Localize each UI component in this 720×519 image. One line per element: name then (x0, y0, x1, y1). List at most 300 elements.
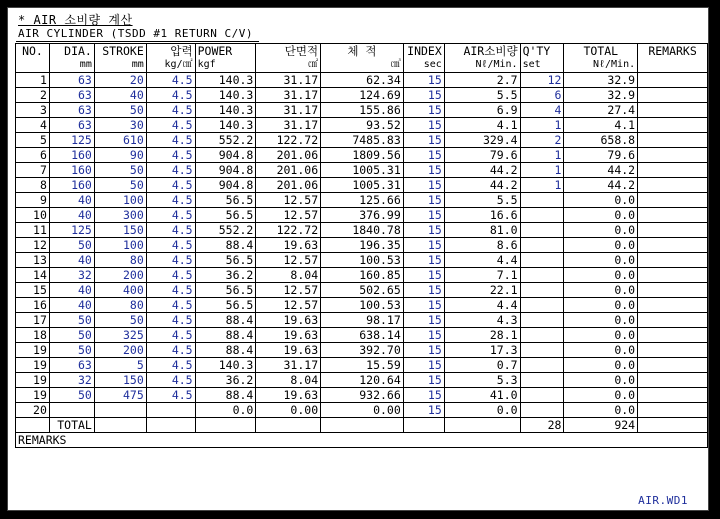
cell-no: 17 (16, 313, 50, 328)
cell-area: 12.57 (256, 283, 321, 298)
cell-no: 12 (16, 238, 50, 253)
cell-air: 41.0 (444, 388, 520, 403)
cell-remarks (638, 178, 708, 193)
cell-power: 88.4 (195, 388, 256, 403)
cell-index: 15 (403, 403, 444, 418)
unit-dia: mm (49, 58, 94, 73)
cell-power: 56.5 (195, 298, 256, 313)
cell-qty: 6 (520, 88, 564, 103)
table-row (16, 343, 708, 358)
cell-no: 16 (16, 298, 50, 313)
cell-index: 15 (403, 253, 444, 268)
cell-qty: 1 (520, 118, 564, 133)
cell-remarks (638, 88, 708, 103)
total-empty-cell (195, 418, 256, 433)
cell-stroke: 80 (94, 298, 146, 313)
cell-volume: 98.17 (321, 313, 404, 328)
cell-power: 552.2 (195, 223, 256, 238)
cell-area: 19.63 (256, 328, 321, 343)
cell-pressure: 4.5 (146, 178, 195, 193)
cell-stroke: 50 (94, 103, 146, 118)
cell-air: 4.1 (444, 118, 520, 133)
cell-power: 56.5 (195, 193, 256, 208)
cell-air: 5.5 (444, 193, 520, 208)
table-row (16, 328, 708, 343)
cell-index: 15 (403, 373, 444, 388)
cell-index: 15 (403, 163, 444, 178)
cell-remarks (638, 388, 708, 403)
cell-remarks (638, 358, 708, 373)
cell-pressure: 4.5 (146, 373, 195, 388)
cell-remarks (638, 268, 708, 283)
cell-pressure: 4.5 (146, 358, 195, 373)
cell-air: 8.6 (444, 238, 520, 253)
cell-no: 2 (16, 88, 50, 103)
cell-volume: 100.53 (321, 298, 404, 313)
cell-pressure: 4.5 (146, 253, 195, 268)
cell-no: 5 (16, 133, 50, 148)
cell-index: 15 (403, 298, 444, 313)
cell-power: 552.2 (195, 133, 256, 148)
cell-pressure: 4.5 (146, 148, 195, 163)
cell-pressure: 4.5 (146, 193, 195, 208)
cell-dia: 160 (49, 163, 94, 178)
cell-total: 32.9 (564, 88, 638, 103)
cell-pressure: 4.5 (146, 343, 195, 358)
unit-index: sec (403, 58, 444, 73)
remarks-row (16, 433, 708, 448)
subtitle-underline (16, 41, 259, 42)
cell-dia: 50 (49, 313, 94, 328)
cell-volume: 392.70 (321, 343, 404, 358)
cell-area: 201.06 (256, 178, 321, 193)
cell-stroke: 40 (94, 88, 146, 103)
cell-no: 8 (16, 178, 50, 193)
total-remarks (638, 418, 708, 433)
cell-dia: 40 (49, 253, 94, 268)
unit-remarks (638, 58, 708, 73)
cell-index: 15 (403, 223, 444, 238)
cell-index: 15 (403, 283, 444, 298)
cell-stroke: 100 (94, 193, 146, 208)
cell-index: 15 (403, 118, 444, 133)
cell-total: 0.0 (564, 328, 638, 343)
cell-total: 0.0 (564, 283, 638, 298)
cell-area: 31.17 (256, 73, 321, 88)
cell-index: 15 (403, 358, 444, 373)
sheet-title: * AIR 소비량 계산 (18, 13, 133, 27)
cell-total: 32.9 (564, 73, 638, 88)
cell-air: 7.1 (444, 268, 520, 283)
header-volume: 체 적 (321, 44, 404, 59)
cell-dia: 50 (49, 343, 94, 358)
cell-volume: 1005.31 (321, 178, 404, 193)
cell-air: 44.2 (444, 163, 520, 178)
total-row (16, 418, 708, 433)
cell-no: 14 (16, 268, 50, 283)
table-row (16, 208, 708, 223)
total-empty-cell (256, 418, 321, 433)
cell-air: 0.0 (444, 403, 520, 418)
cell-no: 19 (16, 388, 50, 403)
cell-qty (520, 403, 564, 418)
table-row (16, 148, 708, 163)
cell-pressure: 4.5 (146, 133, 195, 148)
cell-air: 5.5 (444, 88, 520, 103)
cell-area: 8.04 (256, 268, 321, 283)
cell-power: 36.2 (195, 268, 256, 283)
table-row (16, 163, 708, 178)
cell-qty (520, 253, 564, 268)
cell-no: 20 (16, 403, 50, 418)
cell-dia: 63 (49, 118, 94, 133)
cell-pressure: 4.5 (146, 208, 195, 223)
cell-air: 5.3 (444, 373, 520, 388)
cell-volume: 160.85 (321, 268, 404, 283)
cell-stroke: 300 (94, 208, 146, 223)
cell-air: 2.7 (444, 73, 520, 88)
cell-no: 15 (16, 283, 50, 298)
cell-area: 31.17 (256, 118, 321, 133)
cell-air: 44.2 (444, 178, 520, 193)
remarks-label: REMARKS (16, 433, 708, 448)
cell-volume: 124.69 (321, 88, 404, 103)
total-empty-cell (94, 418, 146, 433)
cell-stroke: 100 (94, 238, 146, 253)
cell-pressure: 4.5 (146, 298, 195, 313)
cell-index: 15 (403, 103, 444, 118)
cell-volume: 15.59 (321, 358, 404, 373)
cell-total: 44.2 (564, 163, 638, 178)
cell-total: 0.0 (564, 343, 638, 358)
cell-total: 0.0 (564, 223, 638, 238)
cell-dia (49, 403, 94, 418)
cell-remarks (638, 133, 708, 148)
cell-dia: 50 (49, 328, 94, 343)
cell-stroke: 50 (94, 313, 146, 328)
cell-dia: 63 (49, 73, 94, 88)
cell-volume: 638.14 (321, 328, 404, 343)
table-row (16, 268, 708, 283)
cell-qty: 1 (520, 163, 564, 178)
cell-total: 0.0 (564, 358, 638, 373)
cell-power: 140.3 (195, 358, 256, 373)
cell-no: 7 (16, 163, 50, 178)
sheet-footer-filename: AIR.WD1 (638, 494, 688, 507)
cell-area: 122.72 (256, 223, 321, 238)
cell-total: 44.2 (564, 178, 638, 193)
cell-remarks (638, 373, 708, 388)
header-area: 단면적 (256, 44, 321, 59)
cell-pressure (146, 403, 195, 418)
spreadsheet-sheet (8, 8, 708, 510)
unit-volume: ㎤ (321, 58, 404, 73)
cell-power: 88.4 (195, 238, 256, 253)
cell-pressure: 4.5 (146, 118, 195, 133)
cell-qty (520, 358, 564, 373)
cell-air: 28.1 (444, 328, 520, 343)
cell-air: 4.3 (444, 313, 520, 328)
unit-stroke: mm (94, 58, 146, 73)
cell-pressure: 4.5 (146, 313, 195, 328)
cell-area: 19.63 (256, 343, 321, 358)
cell-volume: 0.00 (321, 403, 404, 418)
cell-dia: 40 (49, 208, 94, 223)
cell-qty (520, 343, 564, 358)
cell-stroke: 20 (94, 73, 146, 88)
cell-no: 3 (16, 103, 50, 118)
table-row (16, 178, 708, 193)
cell-area: 19.63 (256, 388, 321, 403)
table-row (16, 373, 708, 388)
cell-air: 4.4 (444, 298, 520, 313)
cell-area: 12.57 (256, 298, 321, 313)
cell-stroke: 150 (94, 373, 146, 388)
cell-volume: 376.99 (321, 208, 404, 223)
cell-air: 4.4 (444, 253, 520, 268)
cell-power: 140.3 (195, 103, 256, 118)
cell-area: 12.57 (256, 208, 321, 223)
cell-remarks (638, 283, 708, 298)
cell-dia: 32 (49, 373, 94, 388)
cell-pressure: 4.5 (146, 103, 195, 118)
header-index: INDEX (403, 44, 444, 59)
cell-no: 4 (16, 118, 50, 133)
cell-stroke: 610 (94, 133, 146, 148)
unit-consumption: Nℓ/Min. (444, 58, 520, 73)
cell-total: 0.0 (564, 298, 638, 313)
table-row (16, 73, 708, 88)
cell-pressure: 4.5 (146, 283, 195, 298)
cell-air: 17.3 (444, 343, 520, 358)
cell-no: 13 (16, 253, 50, 268)
cell-index: 15 (403, 313, 444, 328)
total-qty: 28 (520, 418, 564, 433)
total-empty-cell (444, 418, 520, 433)
cell-area: 12.57 (256, 193, 321, 208)
header-power: POWER (195, 44, 256, 59)
cell-power: 0.0 (195, 403, 256, 418)
cell-index: 15 (403, 88, 444, 103)
cell-no: 19 (16, 358, 50, 373)
table-row (16, 403, 708, 418)
cell-pressure: 4.5 (146, 88, 195, 103)
cell-remarks (638, 163, 708, 178)
header-pressure: 압력 (146, 44, 195, 59)
header-total: TOTAL (564, 44, 638, 59)
cell-remarks (638, 73, 708, 88)
cell-qty: 12 (520, 73, 564, 88)
cell-stroke: 200 (94, 343, 146, 358)
cell-stroke: 30 (94, 118, 146, 133)
cell-remarks (638, 118, 708, 133)
table-row (16, 88, 708, 103)
cell-pressure: 4.5 (146, 268, 195, 283)
cell-stroke (94, 403, 146, 418)
header-row (16, 44, 708, 59)
cell-power: 140.3 (195, 118, 256, 133)
table-row (16, 223, 708, 238)
cell-total: 0.0 (564, 403, 638, 418)
cell-total: 0.0 (564, 373, 638, 388)
cell-qty (520, 223, 564, 238)
table-row (16, 253, 708, 268)
table-row (16, 103, 708, 118)
cell-air: 0.7 (444, 358, 520, 373)
cell-qty (520, 298, 564, 313)
cell-air: 16.6 (444, 208, 520, 223)
cell-volume: 1005.31 (321, 163, 404, 178)
table-row (16, 388, 708, 403)
cell-power: 56.5 (195, 253, 256, 268)
cell-dia: 32 (49, 268, 94, 283)
cell-pressure: 4.5 (146, 328, 195, 343)
air-consumption-table (15, 43, 708, 448)
cell-power: 904.8 (195, 178, 256, 193)
cell-volume: 7485.83 (321, 133, 404, 148)
cell-remarks (638, 103, 708, 118)
cell-remarks (638, 253, 708, 268)
cell-no: 19 (16, 373, 50, 388)
cell-volume: 196.35 (321, 238, 404, 253)
cell-area: 201.06 (256, 163, 321, 178)
cell-dia: 160 (49, 148, 94, 163)
cell-total: 4.1 (564, 118, 638, 133)
cell-power: 904.8 (195, 163, 256, 178)
cell-remarks (638, 313, 708, 328)
cell-volume: 93.52 (321, 118, 404, 133)
cell-power: 904.8 (195, 148, 256, 163)
header-qty: Q'TY (520, 44, 564, 59)
cell-remarks (638, 403, 708, 418)
total-label: TOTAL (49, 418, 94, 433)
cell-area: 122.72 (256, 133, 321, 148)
cell-total: 0.0 (564, 238, 638, 253)
cell-qty (520, 238, 564, 253)
cell-pressure: 4.5 (146, 238, 195, 253)
cell-no: 19 (16, 343, 50, 358)
cell-power: 88.4 (195, 328, 256, 343)
cell-index: 15 (403, 343, 444, 358)
cell-remarks (638, 208, 708, 223)
cell-qty (520, 193, 564, 208)
table-row (16, 238, 708, 253)
table-row (16, 283, 708, 298)
cell-total: 27.4 (564, 103, 638, 118)
cell-volume: 62.34 (321, 73, 404, 88)
cell-remarks (638, 223, 708, 238)
cell-area: 31.17 (256, 88, 321, 103)
cell-dia: 125 (49, 223, 94, 238)
cell-stroke: 150 (94, 223, 146, 238)
cell-dia: 125 (49, 133, 94, 148)
cell-qty (520, 373, 564, 388)
cell-index: 15 (403, 388, 444, 403)
header-stroke: STROKE (94, 44, 146, 59)
cell-pressure: 4.5 (146, 388, 195, 403)
cell-qty: 1 (520, 148, 564, 163)
cell-total: 0.0 (564, 268, 638, 283)
header-remarks: REMARKS (638, 44, 708, 59)
cell-pressure: 4.5 (146, 163, 195, 178)
cell-qty (520, 268, 564, 283)
cell-index: 15 (403, 268, 444, 283)
cell-index: 15 (403, 178, 444, 193)
cell-area: 201.06 (256, 148, 321, 163)
cell-remarks (638, 328, 708, 343)
unit-area: ㎠ (256, 58, 321, 73)
unit-power: kgf (195, 58, 256, 73)
cell-dia: 40 (49, 298, 94, 313)
cell-qty (520, 283, 564, 298)
cell-no: 6 (16, 148, 50, 163)
header-consumption: AIR소비량 (444, 44, 520, 59)
cell-volume: 932.66 (321, 388, 404, 403)
cell-stroke: 400 (94, 283, 146, 298)
cell-stroke: 50 (94, 163, 146, 178)
cell-air: 6.9 (444, 103, 520, 118)
cell-qty: 2 (520, 133, 564, 148)
cell-area: 19.63 (256, 313, 321, 328)
total-sum: 924 (564, 418, 638, 433)
cell-qty (520, 313, 564, 328)
cell-total: 0.0 (564, 253, 638, 268)
cell-power: 140.3 (195, 88, 256, 103)
cell-power: 140.3 (195, 73, 256, 88)
header-dia: DIA. (49, 44, 94, 59)
cell-dia: 63 (49, 88, 94, 103)
cell-stroke: 90 (94, 148, 146, 163)
cell-area: 31.17 (256, 103, 321, 118)
table-row (16, 298, 708, 313)
total-empty-cell (146, 418, 195, 433)
cell-volume: 1840.78 (321, 223, 404, 238)
cell-stroke: 475 (94, 388, 146, 403)
cell-dia: 63 (49, 358, 94, 373)
unit-pressure: kg/㎠ (146, 58, 195, 73)
cell-total: 0.0 (564, 388, 638, 403)
cell-power: 56.5 (195, 283, 256, 298)
cell-total: 0.0 (564, 313, 638, 328)
unit-total: Nℓ/Min. (564, 58, 638, 73)
cell-power: 88.4 (195, 343, 256, 358)
unit-qty: set (520, 58, 564, 73)
cell-no: 18 (16, 328, 50, 343)
total-empty-cell (321, 418, 404, 433)
cell-total: 658.8 (564, 133, 638, 148)
cell-power: 56.5 (195, 208, 256, 223)
cell-no: 11 (16, 223, 50, 238)
table-row (16, 358, 708, 373)
cell-qty (520, 328, 564, 343)
header-no: NO. (16, 44, 50, 59)
cell-remarks (638, 298, 708, 313)
cell-dia: 50 (49, 388, 94, 403)
cell-area: 12.57 (256, 253, 321, 268)
cell-index: 15 (403, 238, 444, 253)
cell-volume: 1809.56 (321, 148, 404, 163)
cell-index: 15 (403, 208, 444, 223)
cell-volume: 120.64 (321, 373, 404, 388)
cell-stroke: 50 (94, 178, 146, 193)
cell-air: 329.4 (444, 133, 520, 148)
cell-volume: 502.65 (321, 283, 404, 298)
cell-stroke: 80 (94, 253, 146, 268)
cell-qty: 4 (520, 103, 564, 118)
cell-total: 0.0 (564, 208, 638, 223)
cell-remarks (638, 238, 708, 253)
cell-area: 31.17 (256, 358, 321, 373)
